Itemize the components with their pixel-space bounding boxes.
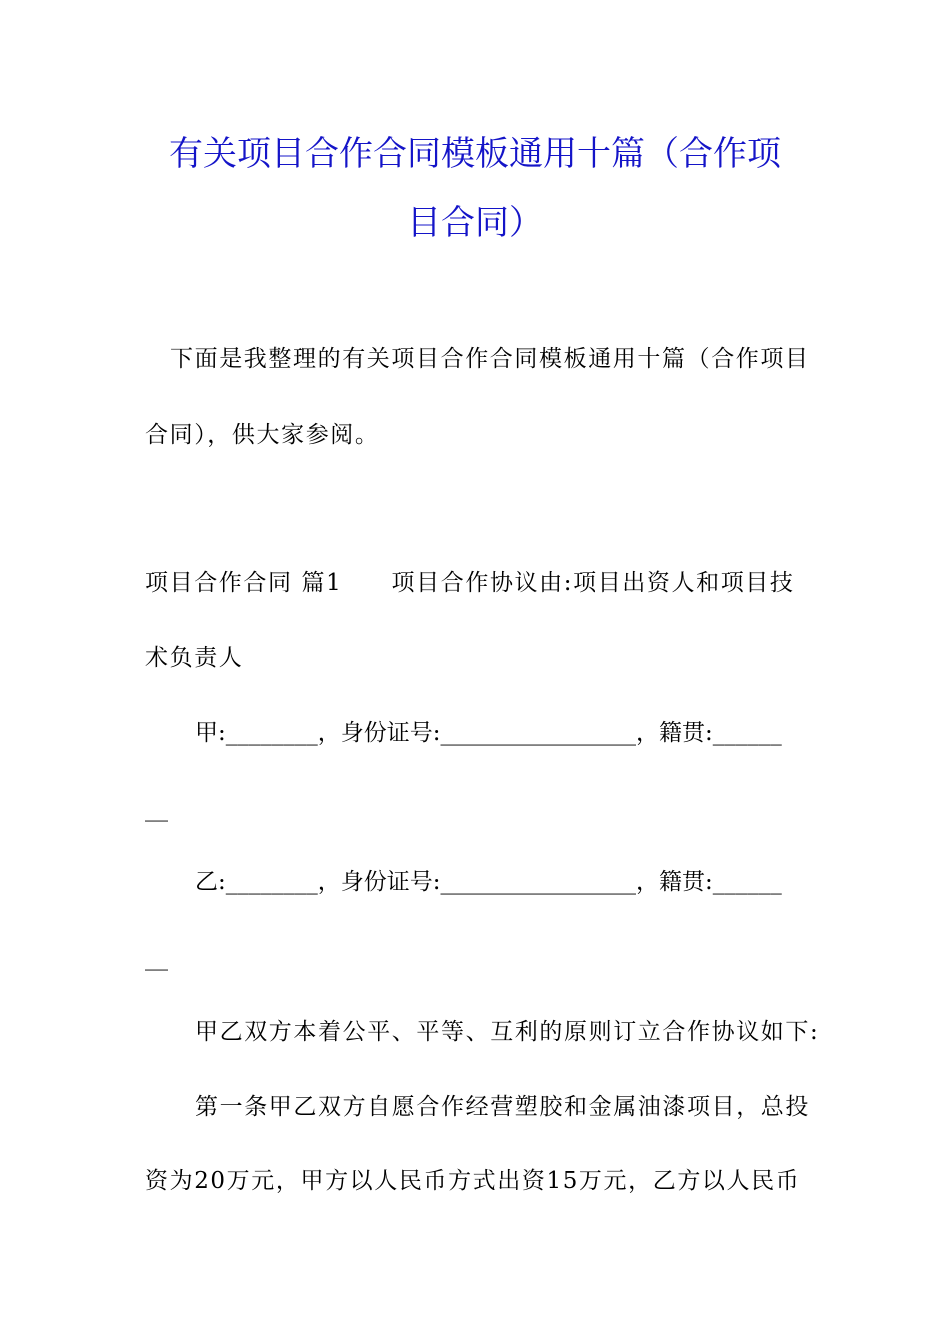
intro-line-1: 下面是我整理的有关项目合作合同模板通用十篇（合作项目 — [170, 346, 810, 372]
party-a-line-2: __ — [145, 796, 168, 822]
article-1-line-1: 第一条甲乙双方自愿合作经营塑胶和金属油漆项目，总投 — [195, 1094, 810, 1120]
section-heading-line-2: 术负责人 — [145, 645, 244, 671]
section-heading-line-1: 项目合作合同 篇1 项目合作协议由:项目出资人和项目技 — [145, 570, 795, 596]
article-1-line-2: 资为20万元，甲方以人民币方式出资15万元，乙方以人民币 — [145, 1168, 801, 1194]
party-b-line-2: __ — [145, 945, 168, 971]
document-title-line-1: 有关项目合作合同模板通用十篇（合作项 — [169, 134, 781, 174]
intro-line-2: 合同），供大家参阅。 — [145, 422, 380, 448]
party-b-line-1: 乙:________，身份证号:_________________，籍贯:______ — [195, 869, 782, 895]
agreement-intro: 甲乙双方本着公平、平等、互利的原则订立合作协议如下: — [195, 1019, 820, 1045]
party-a-line-1: 甲:________，身份证号:_________________，籍贯:______ — [195, 720, 782, 746]
document-title-line-2: 目合同） — [407, 203, 543, 243]
